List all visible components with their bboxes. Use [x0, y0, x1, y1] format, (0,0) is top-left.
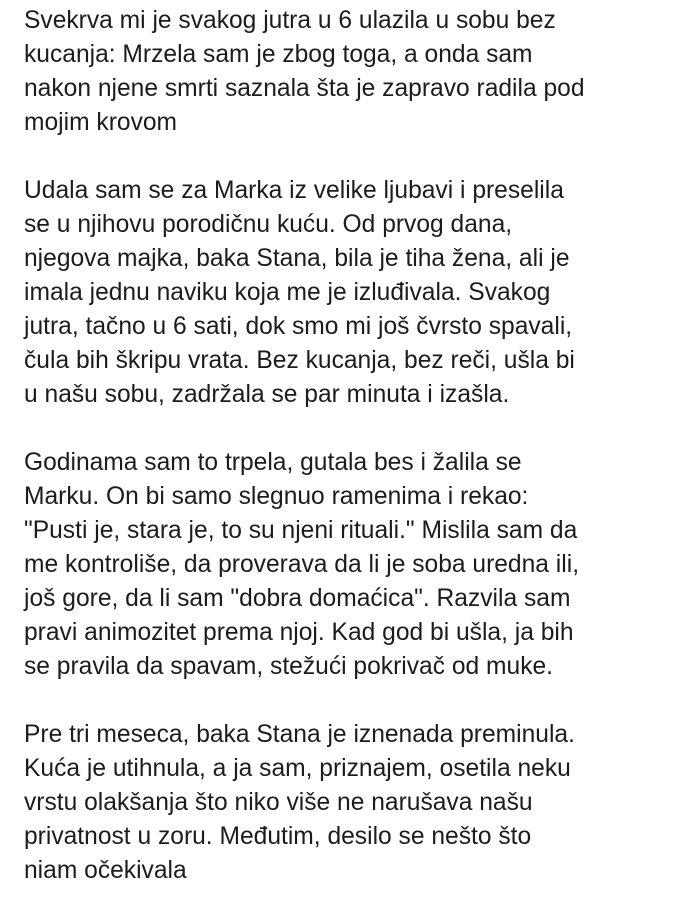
text-line: Godinama sam to trpela, gutala bes i žalila se — [24, 449, 522, 476]
text-line: niam očekivala — [24, 857, 187, 884]
text-line: Marku. On bi samo slegnuo ramenima i rekao: — [24, 483, 529, 510]
text-line: Kuća je utihnula, a ja sam, priznajem, osetila neku — [24, 755, 571, 782]
text-line: Pre tri meseca, baka Stana je iznenada preminula. — [24, 721, 575, 748]
paragraph — [24, 718, 684, 888]
text-line: "Pusti je, stara je, to su njeni rituali." Mislila sam da — [24, 517, 578, 544]
paragraph — [24, 174, 684, 412]
text-line: Svekrva mi je svakog jutra u 6 ulazila u sobu bez — [24, 7, 556, 34]
text-line: čula bih škripu vrata. Bez kucanja, bez reči, ušla bi — [24, 347, 575, 374]
text-line: jutra, tačno u 6 sati, dok smo mi još čvrsto spavali, — [24, 313, 573, 340]
text-line: njegova majka, baka Stana, bila je tiha žena, ali je — [24, 245, 570, 272]
text-line: Udala sam se za Marka iz velike ljubavi i preselila — [24, 177, 564, 204]
text-line: privatnost u zoru. Međutim, desilo se nešto što — [24, 823, 532, 850]
paragraph — [24, 446, 684, 684]
post-body — [24, 4, 684, 922]
post-title — [24, 4, 684, 140]
text-line: u našu sobu, zadržala se par minuta i izašla. — [24, 381, 510, 408]
text-line: mojim krovom — [24, 109, 178, 136]
text-line: imala jednu naviku koja me je izluđivala. Svakog — [24, 279, 551, 306]
text-line: se u njihovu porodičnu kuću. Od prvog dana, — [24, 211, 513, 238]
text-line: pravi animozitet prema njoj. Kad god bi ušla, ja bih — [24, 619, 574, 646]
text-line: nakon njene smrti saznala šta je zapravo radila pod — [24, 75, 585, 102]
text-line: još gore, da li sam "dobra domaćica". Razvila sam — [24, 585, 571, 612]
text-line: kucanja: Mrzela sam je zbog toga, a onda sam — [24, 41, 533, 68]
text-line: me kontroliše, da proverava da li je soba uredna ili, — [24, 551, 580, 578]
text-line: se pravila da spavam, stežući pokrivač od muke. — [24, 653, 554, 680]
text-line: vrstu olakšanja što niko više ne narušava našu — [24, 789, 533, 816]
